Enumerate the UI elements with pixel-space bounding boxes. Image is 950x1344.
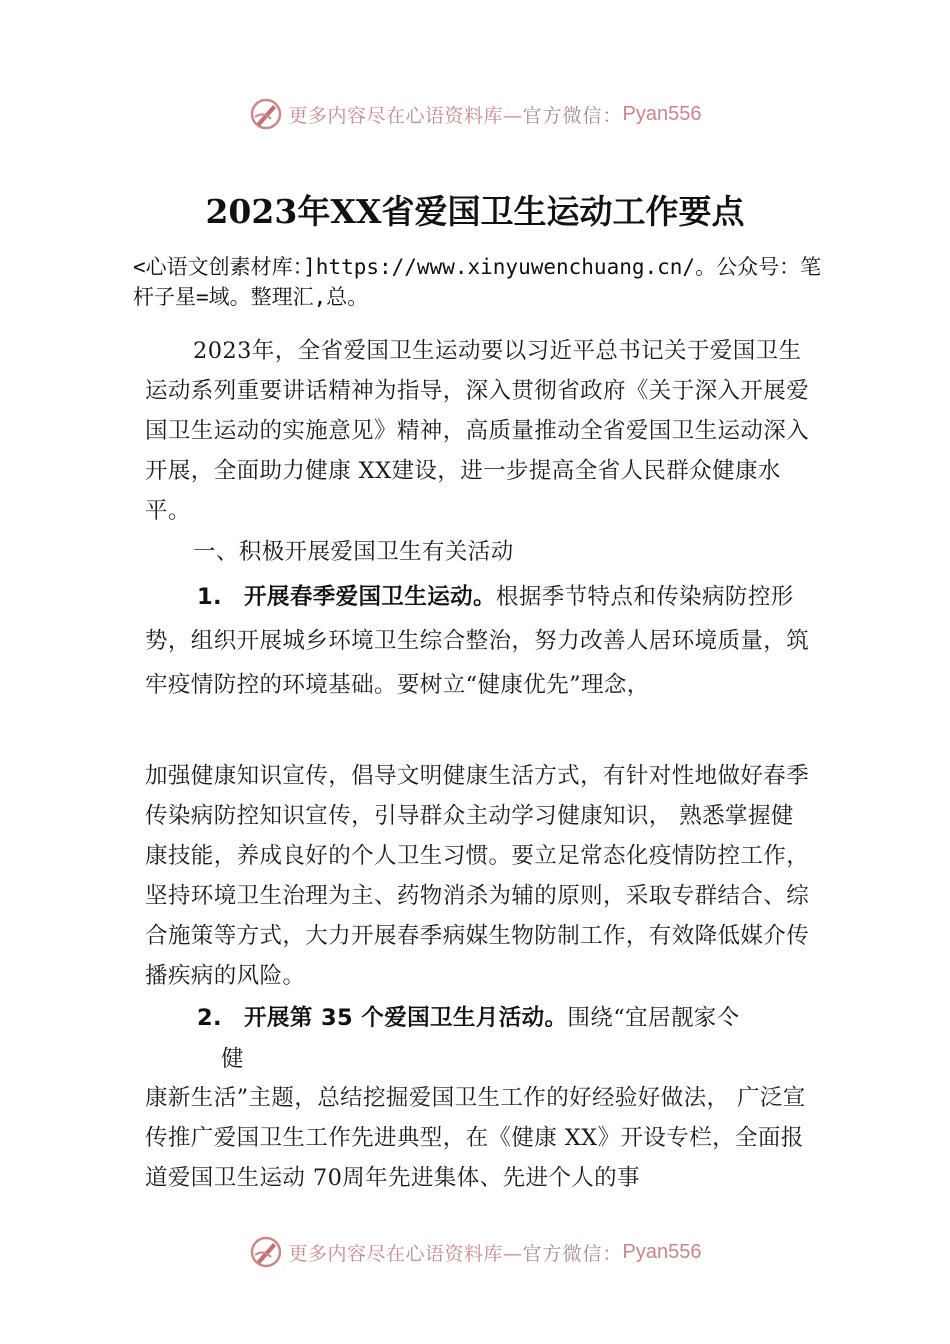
header-watermark-banner [0,94,950,134]
banner-wechat-id: Pyan556 [622,102,702,125]
footer-watermark-banner [0,1232,950,1272]
item-1-text: 根据季节特点和传染病防控形势，组织开展城乡环境卫生综合整治，努力改善人居环境质量，筑牢疫情防控的环境基础。要树立“健康优先”理念， [145,584,810,698]
banner-wechat-label: 官方微信： [522,1242,623,1265]
document-title: 2023年XX省爱国卫生运动工作要点 [205,192,745,231]
section-heading: 一、积极开展爱国卫生有关活动 [193,539,514,565]
item-2-lead-text: 开展第 35 个爱国卫生月活动。 [244,1005,568,1031]
item-1-number: 1. [197,584,223,610]
banner-slogan: 更多内容尽在心语资料库— [288,1242,523,1265]
item-2-lead [197,1005,567,1031]
item-2-number: 2. [197,1005,223,1031]
item-1-lead [197,584,496,610]
pen-logo-icon [249,97,283,131]
item-2-paragraph [145,998,810,1080]
intro-paragraph: 2023年，全省爱国卫生运动要以习近平总书记关于爱国卫生运动系列重要讲话精神为指导，深入贯彻省政府《关于深入开展爱国卫生运动的实施意见》精神，高质量推动全省爱国卫生运动深入开展，全面助力健康 XX建设，进一步提高全省人民群众健康水平。 [145,338,810,524]
item-1-continuation: 加强健康知识宣传，倡导文明健康生活方式，有针对性地做好春季传染病防控知识宣传，引导群众主动学习健康知识， 熟悉掌握健康技能，养成良好的个人卫生习惯。要立足常态化疫情防控工作，坚持环境卫生治理为主、药物消杀为辅的原则，采取专群结合、综合施策等方式，大力开展春季病媒生物防制工作，有效降低媒介传播疾病的风险。 [145,763,810,989]
banner-slogan: 更多内容尽在心语资料库— [288,104,523,127]
item-2-wrapped-char: 健 [221,1046,244,1072]
banner-wechat-label: 官方微信： [522,104,623,127]
banner-wechat-id: Pyan556 [622,1240,702,1263]
pen-logo-icon [249,1235,283,1269]
source-line: <心语文创素材库：]https://www.xinyuwenchuang.cn/。公众号：笔杆子星=域。整理汇,总。 [133,255,822,309]
item-1-paragraph [145,575,810,707]
item-2-text: 围绕“宜居靓家仒 [567,1005,740,1031]
item-2-continuation: 康新生活”主题，总结挖掘爱国卫生工作的好经验好做法， 广泛宣传推广爱国卫生工作先进典型，在《健康 XX》开设专栏，全面报道爱国卫生运动 70周年先进集体、先进个人的事 [145,1085,806,1191]
item-1-lead-text: 开展春季爱国卫生运动。 [244,584,496,610]
